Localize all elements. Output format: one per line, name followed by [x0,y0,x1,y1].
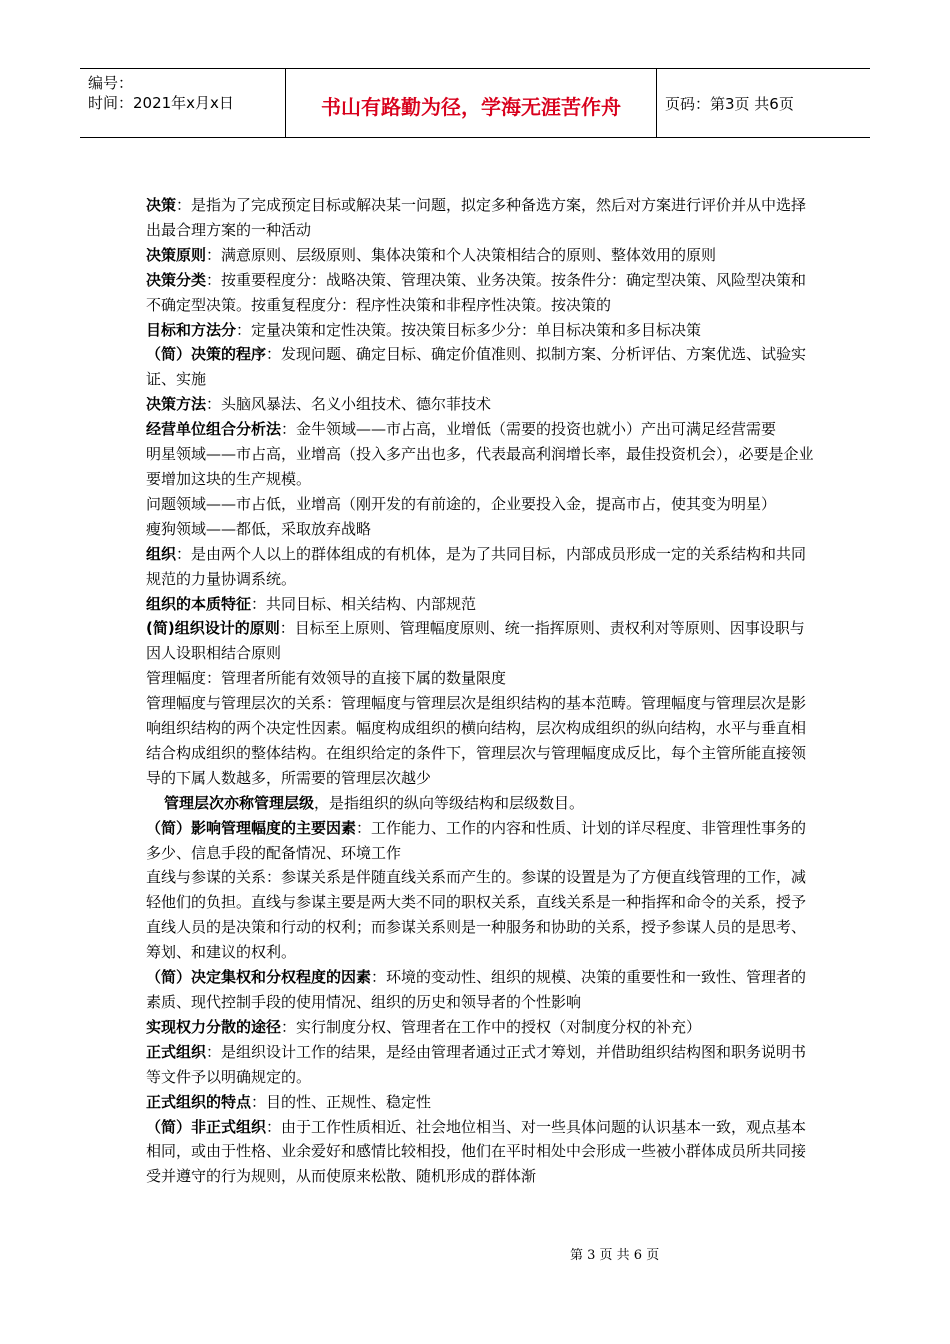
paragraph-text: 直线与参谋的关系：参谋关系是伴随直线关系而产生的。参谋的设置是为了方便直线管理的工作，减轻他们的负担。直线与参谋主要是两大类不同的职权关系，直线关系是一种指挥和命令的关系，授予直线人员的是决策和行动的权利；而参谋关系则是一种服务和协助的关系，授予参谋人员的是思考、筹划、和建议的权利。 [146,868,807,962]
paragraph [146,417,816,442]
paragraph [146,865,816,965]
term-heading: （简）影响管理幅度的主要因素 [146,818,357,837]
paragraph [146,342,816,392]
paragraph-text: ：环境的变动性、组织的规模、决策的重要性和一致性、管理者的素质、现代控制手段的使用情况、组织的历史和领导者的个性影响 [146,968,807,1011]
paragraph-text: ：目标至上原则、管理幅度原则、统一指挥原则、责权利对等原则、因事设职与因人设职相结合原则 [146,619,805,663]
paragraph [146,1015,816,1040]
paragraph [146,592,816,617]
paragraph-text: ：由于工作性质相近、社会地位相当、对一些具体问题的认识基本一致，观点基本相同，或由于性格、业余爱好和感情比较相投，他们在平时相处中会形成一些被小群体成员所共同接受并遵守的行为规则，从而使原来松散、随机形成的群体渐 [146,1117,807,1186]
term-heading: 决策原则 [146,245,207,264]
paragraph [146,243,816,268]
paragraph [146,791,816,816]
paragraph-text: ：是由两个人以上的群体组成的有机体，是为了共同目标，内部成员形成一定的关系结构和共同规范的力量协调系统。 [146,544,807,588]
paragraph-text: ：工作能力、工作的内容和性质、计划的详尽程度、非管理性事务的多少、信息手段的配备情况、环境工作 [146,818,807,862]
paragraph-text: ：满意原则、层级原则、集体决策和个人决策相结合的原则、整体效用的原则 [206,245,717,264]
paragraph [146,616,816,666]
header-motto: 书山有路勤为径，学海无涯苦作舟 [321,95,621,119]
term-heading: 管理层次亦称管理层级 [164,793,315,812]
paragraph [146,193,816,243]
paragraph-text: ，是指组织的纵向等级结构和层级数目。 [314,793,585,812]
paragraph-text: 管理幅度：管理者所能有效领导的直接下属的数量限度 [146,669,507,688]
paragraph-text: 问题领域——市占低，业增高（刚开发的有前途的，企业要投入金，提高市占，使其变为明星） [146,494,777,513]
number-label: 编号： [88,74,134,92]
term-heading: (简)组织设计的原则 [146,619,280,638]
paragraph [146,1090,816,1115]
paragraph-text: ：实行制度分权、管理者在工作中的授权（对制度分权的补充） [281,1017,702,1036]
paragraph [146,442,816,492]
paragraph [146,1040,816,1090]
paragraph [146,492,816,517]
paragraph-text: ：头脑风暴法、名义小组技术、德尔菲技术 [206,395,492,414]
paragraph-text: 明星领域——市占高，业增高（投入多产出也多，代表最高利润增长率，最佳投资机会），必要是企业要增加这块的生产规模。 [146,445,814,488]
term-heading: 决策 [146,196,177,214]
paragraph [146,1115,816,1190]
header-meta [88,73,288,113]
document-body [146,193,816,1189]
term-heading: 目标和方法分 [146,320,237,339]
paragraph-text: ：金牛领域——市占高，业增低（需要的投资也就小）产出可满足经营需要 [281,420,777,439]
paragraph [146,691,816,791]
term-heading: 实现权力分散的途径 [146,1017,282,1036]
paragraph [146,542,816,592]
paragraph-text: ：共同目标、相关结构、内部规范 [251,594,477,613]
paragraph [146,517,816,542]
paragraph-text: 瘦狗领域——都低，采取放弃战略 [146,519,372,538]
paragraph-text: ：是组织设计工作的结果，是经由管理者通过正式才筹划，并借助组织结构图和职务说明书等文件予以明确规定的。 [146,1042,807,1086]
term-heading: 决策分类 [146,270,207,289]
term-heading: 组织的本质特征 [146,594,252,613]
header-page-info: 页码：第3页 共6页 [665,95,794,113]
page-footer: 第 3 页 共 6 页 [570,1248,660,1263]
term-heading: （简）决策的程序 [146,345,267,364]
paragraph-text: ：目的性、正规性、稳定性 [251,1092,432,1111]
paragraph [146,268,816,318]
paragraph [146,392,816,417]
paragraph-text: ：按重要程度分：战略决策、管理决策、业务决策。按条件分：确定型决策、风险型决策和不确定型决策。按重复程度分：程序性决策和非程序性决策。按决策的 [146,270,807,314]
paragraph [146,318,816,343]
paragraph [146,965,816,1015]
term-heading: 决策方法 [146,395,207,414]
paragraph [146,816,816,866]
paragraph-text: 管理幅度与管理层次的关系：管理幅度与管理层次是组织结构的基本范畴。管理幅度与管理层次是影响组织结构的两个决定性因素。幅度构成组织的横向结构，层次构成组织的纵向结构，水平与垂直相结合构成组织的整体结构。在组织给定的条件下，管理层次与管理幅度成反比，每个主管所能直接领导的下属人数越多，所需要的管理层次越少 [146,694,807,787]
term-heading: （简）非正式组织 [146,1117,267,1136]
term-heading: 经营单位组合分析法 [146,420,282,439]
term-heading: （简）决定集权和分权程度的因素 [146,968,372,987]
document-header [80,68,870,138]
paragraph-text: ：定量决策和定性决策。按决策目标多少分：单目标决策和多目标决策 [236,320,702,339]
term-heading: 组织 [146,544,177,563]
paragraph [146,666,816,691]
paragraph-text: ：是指为了完成预定目标或解决某一问题，拟定多种备选方案，然后对方案进行评价并从中选择出最合理方案的一种活动 [146,196,807,239]
time-label: 时间：2021年x月x日 [88,94,234,112]
term-heading: 正式组织的特点 [146,1092,252,1111]
paragraph-text: ：发现问题、确定目标、确定价值准则、拟制方案、分析评估、方案优选、试验实证、实施 [146,345,807,389]
term-heading: 正式组织 [146,1042,207,1061]
header-divider [656,69,657,137]
